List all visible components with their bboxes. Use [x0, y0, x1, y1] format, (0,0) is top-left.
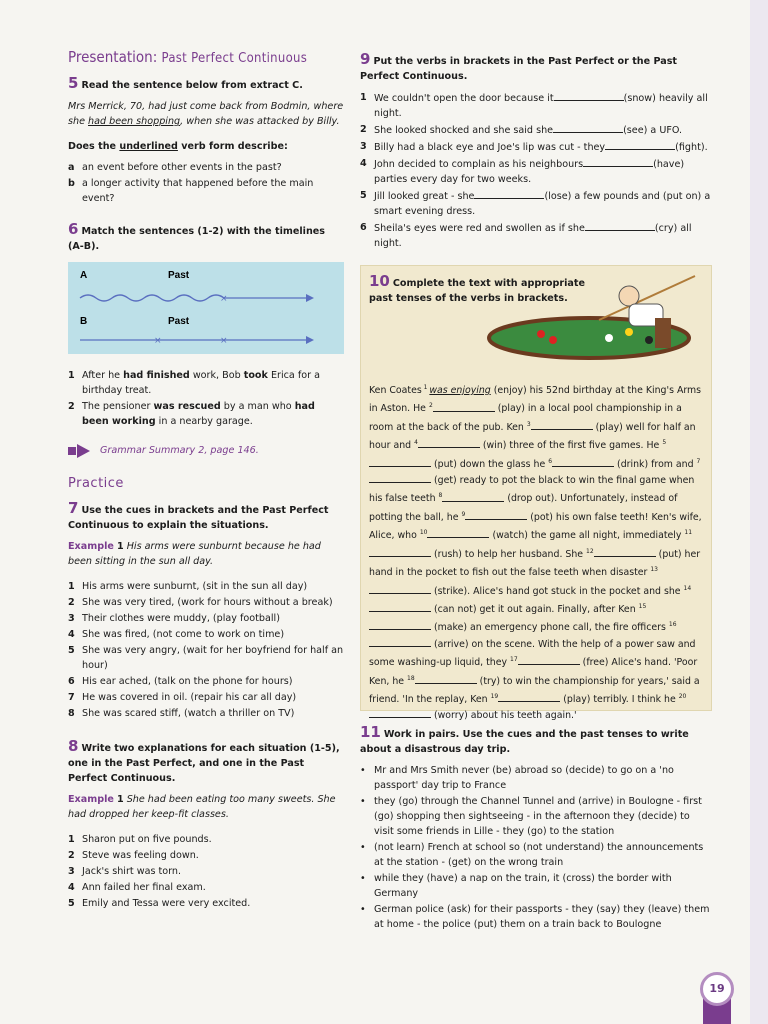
ex7-number: 7 [68, 499, 79, 517]
answer-blank[interactable] [605, 139, 675, 150]
pool-player-illustration [479, 268, 699, 360]
item-text-part: Sheila's eyes were red and swollen as if she [374, 223, 585, 234]
ex5-number: 5 [68, 74, 79, 92]
ex6-instruction: Match the sentences (1-2) with the timelines (A-B). [68, 226, 325, 252]
grammar-reference[interactable] [68, 443, 344, 458]
right-column [360, 52, 712, 933]
example-text: She had been eating too many sweets. She had dropped her keep-fit classes. [68, 794, 336, 820]
gap-number: 16 [668, 621, 677, 629]
item-number: 2 [68, 850, 75, 861]
timeline-a-text: Past [168, 270, 190, 281]
ex5-options [68, 160, 344, 206]
gap-number: 7 [696, 457, 701, 465]
ex11-instruction: Work in pairs. Use the cues and the past tenses to write about a disastrous day trip. [360, 729, 689, 755]
item-text: Steve was feeling down. [82, 850, 199, 861]
story-text: Ken Coates [369, 385, 422, 397]
list-item [68, 864, 344, 879]
item-number: 1 [68, 834, 75, 845]
ex5-option-a [68, 160, 344, 175]
answer-blank[interactable] [433, 401, 495, 412]
ex10-story [369, 380, 703, 724]
ex5-q-underlined: underlined [119, 141, 178, 152]
ex8-example [68, 792, 344, 822]
exercise-11 [360, 725, 712, 932]
gap-number: 11 [684, 529, 693, 537]
item-text: Jack's shirt was torn. [82, 866, 182, 877]
option-text: an event before other events in the past? [82, 162, 282, 173]
bullet-dot-icon: • [360, 904, 366, 915]
answer-blank[interactable] [369, 472, 431, 483]
list-item [360, 139, 712, 155]
ex6-item-2 [68, 399, 344, 429]
ex10-number: 10 [369, 272, 390, 290]
gap-number: 20 [678, 692, 687, 700]
ex5-q-post: verb form describe: [177, 141, 288, 152]
example-label: Example [68, 541, 114, 552]
exercise-7 [68, 501, 344, 721]
ex5-quote-underlined: had been shopping [88, 116, 181, 127]
item-number: 5 [360, 190, 367, 201]
example-number: 1 [116, 794, 124, 805]
bullet-item [360, 871, 712, 901]
item-number: 6 [360, 222, 367, 233]
item-number: 5 [68, 898, 75, 909]
item-text-part: We couldn't open the door because it [374, 93, 554, 104]
bold-verb: took [243, 370, 268, 381]
list-item [68, 690, 344, 705]
list-item [68, 595, 344, 610]
item-text-part: Jill looked great - she [374, 191, 475, 202]
bullet-item [360, 763, 712, 793]
item-text [82, 399, 344, 429]
list-item [68, 848, 344, 863]
list-item [68, 611, 344, 626]
gap-number: 14 [683, 584, 692, 592]
ex7-example [68, 539, 344, 569]
ex9-number: 9 [360, 50, 371, 68]
answer-blank[interactable] [415, 673, 477, 684]
ex5-option-b [68, 176, 344, 206]
section-subtitle: Past Perfect Continuous [161, 51, 308, 66]
list-item [68, 896, 344, 911]
gap-number: 5 [662, 439, 667, 447]
item-number: 6 [68, 676, 75, 687]
story-text: (make) an emergency phone call, the fire officers [433, 622, 666, 634]
list-item [360, 220, 712, 251]
item-text [374, 156, 712, 187]
ex8-number: 8 [68, 737, 79, 755]
bold-verb: was rescued [153, 401, 221, 412]
item-text [374, 220, 712, 251]
item-text-part: She looked shocked and she said she [374, 125, 554, 136]
bullet-text: while they (have) a nap on the train, it (cross) the border with Germany [374, 873, 672, 899]
list-item [360, 90, 712, 121]
ex11-bullets [360, 763, 712, 932]
item-number: 7 [68, 692, 75, 703]
bullet-text: they (go) through the Channel Tunnel and (arrive) in Boulogne - first (go) shopping then sightseeing - in the afternoon they (decide) to visit some friends in Lille - they (go) to the station [374, 796, 702, 837]
exercise-6 [68, 222, 344, 429]
item-text [374, 122, 682, 138]
answer-blank[interactable] [369, 546, 431, 557]
answer-blank[interactable] [552, 456, 614, 467]
grammar-reference-text: Grammar Summary 2, page 146. [100, 445, 259, 456]
item-number: 4 [68, 882, 75, 893]
story-text: (strike). Alice's hand got stuck in the pocket and she [433, 585, 681, 597]
timeline-panel [68, 262, 344, 354]
text-part: After he [82, 370, 124, 381]
ex9-items [360, 90, 712, 251]
bold-verb: had finished [123, 370, 190, 381]
answer-blank[interactable] [369, 601, 431, 612]
answer-blank[interactable] [518, 654, 580, 665]
timeline-b-mark-1: × [154, 336, 162, 346]
item-text-part: (fight). [675, 142, 708, 153]
gap-number: 15 [638, 602, 647, 610]
answer-blank[interactable] [442, 491, 504, 502]
story-text: (put) down the glass he [433, 458, 546, 470]
ex10-instruction: Complete the text with appropriate past tenses of the verbs in brackets. [369, 278, 585, 304]
bullet-text: German police (ask) for their passports - they (say) they (leave) them at home - the police (put) them on a train back to Boulogne [374, 904, 710, 930]
bullet-dot-icon: • [360, 765, 366, 776]
ex5-question [68, 139, 344, 154]
item-text [82, 368, 344, 398]
ex6-heading [68, 222, 344, 254]
story-text: (free) Alice's hand. 'Poor Ken, he [369, 657, 698, 687]
story-text: (put) her hand in the pocket to fish out the false teeth when disaster [369, 548, 701, 579]
list-item [68, 627, 344, 642]
item-text [374, 139, 708, 155]
story-text: (play) well for half an hour and [369, 421, 696, 452]
item-text-part: (cry) all night. [374, 223, 692, 249]
story-text: (worry) about his teeth again.' [433, 710, 577, 722]
answer-blank[interactable] [554, 90, 624, 101]
option-text: a longer activity that happened before the main event? [82, 178, 314, 204]
timeline-a-label: A [80, 270, 88, 281]
list-item [68, 832, 344, 847]
ex11-number: 11 [360, 723, 381, 741]
ex11-heading [360, 725, 712, 757]
item-text-part: (lose) a few pounds and (put on) a smart evening dress. [374, 191, 711, 217]
story-text: (can not) get it out again. Finally, after Ken [433, 604, 636, 616]
timeline-b-text: Past [168, 316, 190, 327]
bullet-item [360, 840, 712, 870]
left-column [68, 50, 344, 912]
answer-blank[interactable] [465, 509, 527, 520]
ex5-instruction: Read the sentence below from extract C. [81, 80, 303, 91]
gap-number: 19 [490, 692, 499, 700]
story-text: (play) terribly. I think he [563, 694, 676, 706]
item-number: 5 [68, 645, 75, 656]
exercise-9 [360, 52, 712, 251]
gap-number: 9 [461, 510, 466, 518]
ex5-q-pre: Does the [68, 141, 120, 152]
page-number: 19 [700, 972, 734, 1006]
ex6-items [68, 368, 344, 429]
item-number: 8 [68, 708, 75, 719]
item-text-part: (see) a UFO. [623, 125, 683, 136]
item-number: 3 [360, 141, 367, 152]
item-text: She was fired, (not come to work on time) [82, 629, 285, 640]
answer-blank[interactable] [531, 419, 593, 430]
timeline-b-arrowhead [306, 336, 314, 344]
practice-heading: Practice [68, 476, 124, 491]
item-text: His ear ached, (talk on the phone for hours) [82, 676, 293, 687]
item-text [374, 188, 712, 219]
option-letter: b [68, 178, 75, 189]
timeline-b-mark-2: × [220, 336, 228, 346]
ex9-instruction: Put the verbs in brackets in the Past Perfect or the Past Perfect Continuous. [360, 56, 678, 82]
text-part: by a man who [220, 401, 295, 412]
section-title-main: Presentation: [68, 48, 158, 66]
ex5-quote [68, 99, 344, 129]
item-text: He was covered in oil. (repair his car all day) [82, 692, 297, 703]
text-part: in a nearby garage. [155, 416, 253, 427]
list-item [68, 579, 344, 594]
ex8-instruction: Write two explanations for each situation (1-5), one in the Past Perfect, and one in the Past Perfect Continuous. [68, 743, 340, 784]
text-part: Erica for a birthday treat. [82, 370, 320, 396]
bullet-dot-icon: • [360, 873, 366, 884]
ex8-heading [68, 739, 344, 786]
item-text: She was scared stiff, (watch a thriller on TV) [82, 708, 295, 719]
item-number: 1 [360, 92, 367, 103]
answer-blank[interactable] [498, 691, 560, 702]
list-item [360, 188, 712, 219]
story-text: (drop out). Unfortunately, instead of potting the ball, he [369, 493, 678, 523]
arrow-right-icon [68, 444, 90, 458]
exercise-8 [68, 739, 344, 911]
item-number: 1 [68, 581, 75, 592]
item-text: His arms were sunburnt, (sit in the sun all day) [82, 581, 308, 592]
section-title [68, 50, 344, 66]
ex5-heading [68, 76, 344, 93]
ex6-number: 6 [68, 220, 79, 238]
item-text-part: Billy had a black eye and Joe's lip was cut - they [374, 142, 606, 153]
gap-number: 2 [428, 402, 433, 410]
exercise-5 [68, 76, 344, 206]
ex9-heading [360, 52, 712, 84]
answer-blank[interactable] [585, 220, 655, 231]
list-item [360, 122, 712, 138]
item-text: She was very angry, (wait for her boyfriend for half an hour) [82, 645, 344, 671]
bullet-item [360, 794, 712, 839]
answer-blank[interactable] [553, 122, 623, 133]
story-text: (win) three of the first five games. He [482, 440, 660, 452]
list-item [68, 880, 344, 895]
item-number: 2 [68, 401, 75, 412]
item-text: Sharon put on five pounds. [82, 834, 212, 845]
item-number: 2 [68, 597, 75, 608]
item-number: 4 [68, 629, 75, 640]
story-text: (play) in a local pool championship in a room at the back of the pub. Ken [369, 403, 682, 433]
item-text: Emily and Tessa were very excited. [82, 898, 251, 909]
story-text: (get) ready to pot the black to win the final game when his false teeth [369, 475, 695, 505]
answer-blank[interactable] [369, 456, 431, 467]
answer-blank[interactable] [369, 707, 431, 718]
answer-blank[interactable] [594, 546, 656, 557]
item-text [374, 90, 712, 121]
gap-number: 18 [407, 674, 415, 682]
item-text: Ann failed her final exam. [82, 882, 206, 893]
ex5-quote-pre: Mrs Merrick, 70, had just come back from Bodmin, where she [68, 101, 344, 127]
answer-blank[interactable] [474, 188, 544, 199]
timeline-diagram [68, 262, 334, 354]
item-number: 3 [68, 613, 75, 624]
list-item [68, 643, 344, 673]
timeline-a-arrowhead [306, 294, 314, 302]
bullet-text: Mr and Mrs Smith never (be) abroad so (decide) to go on a 'no passport' day trip to France [374, 765, 674, 791]
story-text: (pot) his own false teeth! Ken's wife, Alice, who [369, 511, 702, 542]
ex5-quote-post: , when she was attacked by Billy. [180, 116, 340, 127]
example-text: His arms were sunburnt because he had been sitting in the sun all day. [68, 541, 321, 567]
answer-blank[interactable] [583, 156, 653, 167]
page-edge [750, 0, 768, 1024]
ex7-items [68, 579, 344, 721]
gap-number: 13 [650, 566, 658, 574]
item-number: 2 [360, 124, 367, 135]
gap-number: 6 [548, 457, 553, 465]
ex7-heading [68, 501, 344, 533]
answer-blank[interactable] [369, 619, 431, 630]
story-text: (rush) to help her husband. She [433, 548, 584, 560]
answer-blank[interactable] [418, 437, 480, 448]
gap-number: 10 [419, 529, 428, 537]
story-text: (watch) the game all night, immediately [492, 530, 682, 542]
item-number: 1 [68, 370, 75, 381]
bullet-dot-icon: • [360, 842, 366, 853]
text-part: The pensioner [82, 401, 154, 412]
story-text: (enjoy) his 52nd birthday at the King's Arms in Aston. He [369, 385, 702, 415]
item-text-part: (snow) heavily all night. [374, 93, 708, 119]
item-text: She was very tired, (work for hours without a break) [82, 597, 333, 608]
answer-blank[interactable] [427, 527, 489, 538]
timeline-a-wave [80, 295, 224, 301]
timeline-b-label: B [80, 316, 88, 327]
bullet-text: (not learn) French at school so (not understand) the announcements at the station - (get) on the wrong train [374, 842, 704, 868]
text-part: work, Bob [189, 370, 244, 381]
answer-blank[interactable] [369, 583, 431, 594]
list-item [360, 156, 712, 187]
list-item [68, 674, 344, 689]
bold-verb: had been working [82, 401, 315, 427]
story-text: (arrive) on the scene. With the help of a power saw and some washing-up liquid, they [369, 638, 696, 669]
gap-number: 12 [586, 547, 594, 555]
ex7-instruction: Use the cues in brackets and the Past Perfect Continuous to explain the situations. [68, 505, 329, 531]
example-answer: was enjoying [429, 385, 491, 397]
example-number: 1 [116, 541, 124, 552]
gap-number: 4 [414, 439, 418, 447]
gap-number: 1 [421, 384, 430, 391]
gap-number: 17 [510, 656, 518, 664]
ex6-item-1 [68, 368, 344, 398]
exercise-10-box [360, 265, 712, 722]
timeline-a-mark: × [220, 294, 228, 304]
bullet-dot-icon: • [360, 796, 366, 807]
bullet-item [360, 902, 712, 932]
answer-blank[interactable] [369, 636, 431, 647]
item-text-part: John decided to complain as his neighbours [374, 159, 584, 170]
item-number: 4 [360, 158, 367, 169]
item-text: Their clothes were muddy, (play football) [82, 613, 280, 624]
list-item [68, 706, 344, 721]
story-text: (try) to win the championship for years,' said a friend. 'In the replay, Ken [369, 675, 700, 706]
item-number: 3 [68, 866, 75, 877]
option-letter: a [68, 162, 75, 173]
example-label: Example [68, 794, 114, 805]
item-text-part: (have) parties every day for two weeks. [374, 159, 685, 185]
gap-number: 8 [438, 492, 443, 500]
gap-number: 3 [526, 420, 531, 428]
story-text: (drink) from and [617, 458, 694, 470]
ex8-items [68, 832, 344, 911]
